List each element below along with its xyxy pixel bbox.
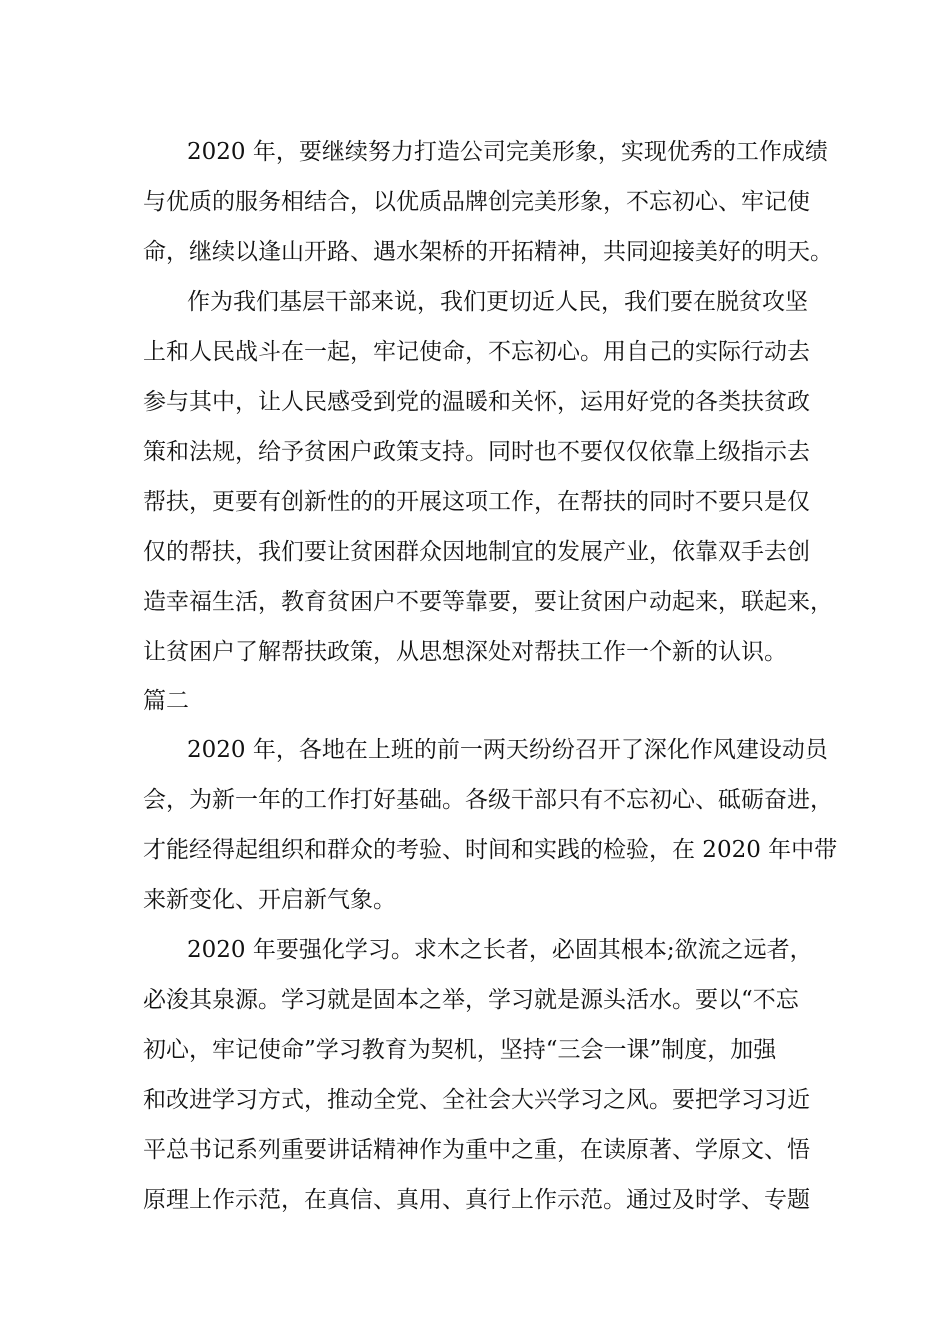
text-line: 仅的帮扶，我们要让贫困群众因地制宜的发展产业，依靠双手去创 [143,539,810,565]
text-line: 来新变化、开启新气象。 [143,887,396,913]
text-line: 作为我们基层干部来说，我们更切近人民，我们要在脱贫攻坚 [187,289,808,315]
text-line: 2020 年要强化学习。求木之长者，必固其根本;欲流之远者， [187,937,813,963]
text-line: 必浚其泉源。学习就是固本之举，学习就是源头活水。要以“不忘 [143,987,799,1013]
text-line: 初心，牢记使命”学习教育为契机，坚持“三会一课”制度，加强 [143,1037,777,1063]
text-line: 与优质的服务相结合，以优质品牌创完美形象，不忘初心、牢记使 [143,189,810,215]
text-line: 参与其中，让人民感受到党的温暖和关怀，运用好党的各类扶贫政 [143,389,810,415]
text-line: 上和人民战斗在一起，牢记使命，不忘初心。用自己的实际行动去 [143,339,810,365]
text-line: 策和法规，给予贫困户政策支持。同时也不要仅仅依靠上级指示去 [143,439,810,465]
text-line: 造幸福生活，教育贫困户不要等靠要，要让贫困户动起来，联起来， [143,589,833,615]
text-line: 原理上作示范，在真信、真用、真行上作示范。通过及时学、专题 [143,1187,810,1213]
text-line: 平总书记系列重要讲话精神作为重中之重，在读原著、学原文、悟 [143,1137,810,1163]
text-line: 命，继续以逢山开路、遇水架桥的开拓精神，共同迎接美好的明天。 [143,239,833,265]
text-line: 2020 年，各地在上班的前一两天纷纷召开了深化作风建设动员 [187,737,828,763]
text-line: 帮扶，更要有创新性的的开展这项工作，在帮扶的同时不要只是仅 [143,489,810,515]
section-heading: 篇二 [143,688,189,714]
text-line: 会，为新一年的工作打好基础。各级干部只有不忘初心、砥砺奋进， [143,787,833,813]
text-line: 让贫困户了解帮扶政策，从思想深处对帮扶工作一个新的认识。 [143,639,787,665]
text-line: 才能经得起组织和群众的考验、时间和实践的检验，在 2020 年中带 [143,837,838,863]
text-line: 和改进学习方式，推动全党、全社会大兴学习之风。要把学习习近 [143,1087,810,1113]
text-line: 2020 年，要继续努力打造公司完美形象，实现优秀的工作成绩 [187,139,828,165]
